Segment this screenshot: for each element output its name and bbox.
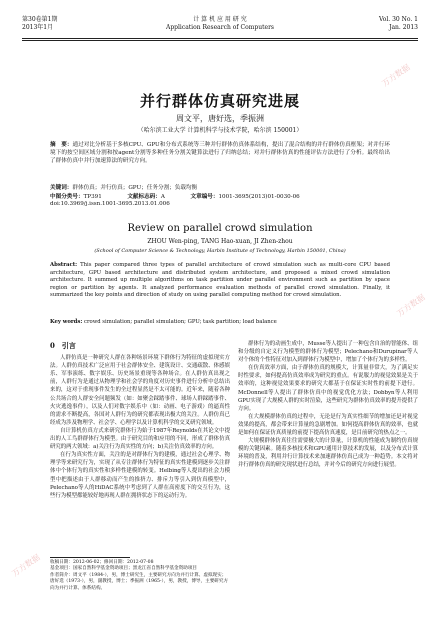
header-volume-en: Vol. 30 No. 1: [378, 16, 418, 23]
paragraph: 自计算机仿真方式来研究群体行为始于1987年Reynolds在其论文中提出的人工鸟群群体行为模型。由于研究目的和应用的不同，形成了群体仿真研究的两大领域：a)关注行为真实性的方向；b)关注仿真效率的方向。: [50, 427, 230, 451]
article-number-label: 文章编号：: [190, 194, 219, 200]
keywords-en-text: crowd simulation; parallel simulation; GPU; task partition; load balance: [84, 319, 277, 325]
body-right-column: [238, 340, 418, 602]
paragraph: 群体行为的动画生成中，Musse等人提出了一种包含自治的智能体、组和分级的自定义行为模型的群体行为模型；Pelechano和Durupinar等人对个体的个性特征对加入到群体行为模型中，增加了个体行为的多样性。: [238, 341, 418, 364]
abstract-en-text: This paper compared three types of parallel architecture of crowd simulation such as multi-core CPU based architecture, GPU based architecture and distributed system architecture, and proposed a mixed crowd simulation architecture. It summed up multiple algorithms on task partition under parallel environment such as partition by space region or partition by agents. It analyzed performance evaluation methods of parallel crowd simulation. Finally, it summarized the key points and direction of study on using parallel computing method for crowd simulation.: [50, 262, 391, 299]
header-journal: [22, 16, 418, 32]
running-header: [22, 16, 418, 40]
header-journal-en: Application Research of Computers: [165, 24, 275, 31]
clc-code: TP391: [83, 194, 102, 200]
keywords-en-label: Key words:: [50, 319, 83, 325]
body-left-column: [50, 340, 230, 552]
affiliation-en: (School of Computer Science & Technology, Harbin Institute of Technology, Harbin 150001, China): [94, 248, 346, 254]
paragraph: 在行为真实性方面，关注的是对群体行为的建模，通过社会心理学、物理学等来研究行为，实现了从专注群体行为特征的真实性建模到逐步关注群体中个体行为的真实性和多样性建模的转变。Helbing等人提出的社会力模型中把描述由于人群移动而产生的推挤力、排斥力等引入到仿真模型中，Pelechano等人的HiDAC系统中考虑到了人群在高密度下的交互行为，这些行为模型都能较好地再现人群在拥挤状态下的运动行为。: [50, 452, 230, 499]
header-rule-double: [22, 40, 418, 41]
header-volume: 第30卷第1期: [22, 16, 58, 23]
keywords-cn-label: 关键词：: [50, 185, 73, 191]
clc-label: 中图分类号：: [50, 194, 84, 200]
doi: doi:10.3969/j.issn.1001-3695.2013.01.006: [50, 201, 170, 207]
paragraph: 在大规模群体仿真的过程中，无论是行为真实性细节的增加还是对视觉效果的提高，都会带来计算量的急剧增加。如何提高群体仿真的效率，也就是如何在保证仿真质量的前提下提高仿真速度，是目前研究的热点之一。: [238, 413, 418, 437]
paper-title-cn: 并行群体仿真研究进展: [139, 92, 300, 110]
header-date-en: Jan. 2013: [389, 24, 418, 31]
paper-title-en: Review on parallel crowd simulation: [127, 223, 313, 234]
watermark: 万方数据: [10, 552, 42, 579]
header-vol-en: [379, 16, 418, 32]
article-number: 1001-3695(2013)01-0030-06: [218, 194, 300, 200]
keywords-cn: [50, 183, 197, 191]
classification-line: [50, 192, 390, 200]
footnote-funding: 基金项目：国家自然科学基金资助项目；黑龙江省自然科学基金资助项目: [50, 566, 198, 572]
authors-en: ZHOU Wen-ping, TANG Hao-xuan, JI Zhen-zhou: [147, 238, 293, 245]
abstract-cn-text: 通过对比分析基于多核CPU、GPU和分布式系统等三种并行群体仿真体系结构，提出了混合结构的并行群体仿真框架；对并行环境下的按空间区域分割和按agent分割等多种任务分割关键算法进行了归纳总结；对并行群体仿真的性能评估方法进行了分析。最终给出了群体仿真中并行加速算法的研究方向。: [50, 142, 390, 164]
abstract-cn: [50, 141, 390, 165]
watermark: 万方数据: [380, 62, 412, 89]
footnote: [50, 560, 230, 592]
header-rule: [22, 38, 418, 39]
header-journal-cn: 计 算 机 应 用 研 究: [193, 16, 247, 23]
paragraph: 大规模群体仿真往往需要极大的计算量，计算机的性能成为制约仿真规模的关键因素。随着多核技术和GPU通用计算技术的发展，以及分布式计算环境的普及，利用并行计算技术来加速群体仿真已成为一种趋势。本文将对并行群体仿真的研究现状进行总结，并对今后的研究方向进行展望。: [238, 438, 418, 469]
affiliation-cn: （哈尔滨工业大学 计算机科学与技术学院，哈尔滨 150001）: [137, 127, 303, 134]
section-heading-intro: 0 引言: [50, 341, 76, 350]
abstract-en: [50, 262, 390, 300]
header-date-cn: 2013年1月: [22, 24, 54, 31]
doc-code: A: [160, 194, 165, 200]
footnote-received: 收稿日期：2012-06-02；修回日期：2012-07-08: [50, 560, 154, 565]
paragraph: 人群仿真是一种研究人群在各种场景环境下群体行为特征的虚拟现实方法。人群仿真技术广泛应用于社会群体安全、建筑设计、交通疏散、体感娱乐、军事演练、数字娱乐、历史场景重现等各种场合。在人群仿真出现之前，人群行为是通过从物理学和社会学的角度对历史事件进行分析中总结出来的，这对于重现事件发生的全过程显然是不太可能的。近年来，随着各种公共场合的人群安全问题频发（如：如聚会踩踏事件、球场人群踩踏事件、火灾逃逸事件），以及人们对数字娱乐中（如：动画、电子游戏）的逼真性的需求不断提高，各国对人群行为的研究都表现出极大的关注。人群仿真已经成为涉及物理学、社会学、心理学以及计算机科学的交叉研究领域。: [50, 355, 230, 426]
keywords-en: [50, 318, 390, 326]
keywords-cn-text: 群体仿真；并行仿真；GPU；任务分割；负载均衡: [72, 185, 198, 191]
abstract-en-label: Abstract:: [50, 262, 78, 268]
authors-cn: 周文平，唐好选，季振洲: [176, 114, 264, 123]
watermark: 万方数据: [395, 292, 427, 319]
footnote-author-info: 作者简介：周文平（1984-），男，博士研究生，主要研究方向为并行计算、虚拟现实；唐好选（1973-），男，副教授，博士；季振洲（1965-），男，教授，博导，主要研究方向为并行计算、体系结构。: [50, 572, 229, 591]
abstract-cn-label: 摘 要：: [50, 142, 73, 148]
doc-code-label: 文献标志码：: [127, 194, 161, 200]
paragraph: 在仿真效率方面，由于群体仿真的规模大，计算量非常大，为了满足实时性要求，如何提高仿真效率成为研究的重点。有说服力的视觉效果是关于效率的，这种视觉效果要求的研究大都基于在保证实时性的前提下进行。McDonnell等人提出了群体仿真中的视觉优化方法；Dobbyn等人利用GPU实现了大规模人群的实时渲染，这些研究为群体仿真效率的提升提供了方向。: [238, 365, 418, 412]
footnote-rule: [50, 557, 130, 558]
